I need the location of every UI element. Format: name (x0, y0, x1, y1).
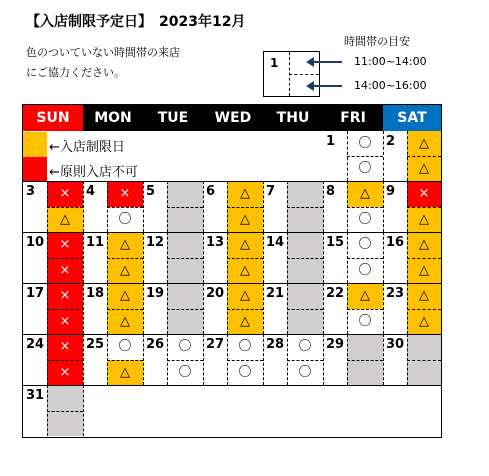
slot-divider (107, 258, 143, 259)
day-divider (83, 385, 84, 436)
day-number: 15 (326, 235, 345, 250)
week-separator (23, 283, 441, 284)
time-slot-1 (107, 283, 143, 309)
time-slot-2 (407, 258, 441, 284)
day-divider (441, 283, 442, 334)
time-slot-2 (287, 207, 323, 233)
status-mark-closed: × (59, 364, 71, 380)
calendar-day-cell (143, 283, 203, 334)
calendar-day-cell (323, 334, 383, 385)
time-slot-2 (347, 207, 383, 233)
weekday-wed: WED (203, 105, 263, 131)
time-slot-2 (287, 258, 323, 284)
slot-divider (227, 207, 263, 208)
time-slot-2 (47, 309, 83, 335)
calendar-day-cell (323, 283, 383, 334)
calendar-day-cell (383, 131, 441, 181)
status-mark-closed: × (59, 262, 71, 278)
note-line-2: にご協力ください。 (26, 66, 125, 79)
time-slot-2 (47, 207, 83, 233)
status-mark-ok: 〇 (358, 161, 372, 176)
slot-divider (407, 360, 441, 361)
weekday-thu: THU (263, 105, 323, 131)
day-number: 29 (326, 337, 345, 352)
day-number: 9 (386, 184, 396, 199)
day-number: 23 (386, 286, 405, 301)
status-mark-ok: 〇 (358, 313, 372, 329)
time-slot-1 (167, 334, 203, 360)
slot-divider (287, 360, 323, 361)
status-mark-restricted: △ (360, 186, 370, 201)
time-slot-2 (407, 156, 441, 181)
status-mark-closed: × (59, 339, 71, 354)
day-number: 31 (26, 388, 45, 403)
day-number: 30 (386, 337, 405, 352)
day-number: 13 (206, 235, 225, 250)
time-slot-2 (347, 360, 383, 386)
time-slot-1 (407, 334, 441, 360)
note-line-1: 色のついていない時間帯の来店 (26, 46, 180, 59)
status-mark-restricted: △ (120, 262, 130, 278)
time-slot-1 (227, 334, 263, 360)
left-arrow-icon (312, 61, 342, 63)
calendar-day-cell (143, 232, 203, 283)
day-divider (441, 181, 442, 232)
status-mark-restricted: △ (419, 237, 429, 252)
status-mark-restricted: △ (240, 237, 250, 252)
week-separator (23, 181, 441, 182)
time-slot-1 (107, 181, 143, 207)
status-mark-ok: 〇 (118, 211, 132, 227)
calendar-day-cell (383, 283, 441, 334)
time-slot-1 (47, 283, 83, 309)
day-number: 5 (146, 184, 156, 199)
calendar-day-cell (263, 334, 323, 385)
day-number: 2 (386, 134, 396, 149)
day-number: 1 (326, 134, 336, 149)
status-mark-restricted: △ (120, 288, 130, 303)
key-restricted-label: ←入店制限日 (49, 140, 125, 155)
legend-slot1-time: 11:00~14:00 (354, 55, 427, 68)
status-mark-restricted: △ (120, 313, 130, 329)
calendar-day-cell (323, 181, 383, 232)
time-slot-2 (347, 258, 383, 284)
time-slot-1 (227, 181, 263, 207)
slot-divider (47, 309, 83, 310)
time-slot-1 (407, 181, 441, 207)
weekday-sat: SAT (383, 105, 441, 131)
status-mark-restricted: △ (240, 186, 250, 201)
time-slot-2 (107, 207, 143, 233)
time-slot-1 (167, 232, 203, 258)
calendar-day-cell (323, 131, 383, 181)
day-number: 26 (146, 337, 165, 352)
time-slot-1 (167, 181, 203, 207)
calendar-day-cell (383, 181, 441, 232)
time-slot-2 (227, 258, 263, 284)
time-slot-2 (227, 309, 263, 335)
calendar-day-cell (143, 181, 203, 232)
status-mark-restricted: △ (419, 313, 429, 329)
calendar-day-cell (83, 232, 143, 283)
status-mark-restricted: △ (419, 262, 429, 278)
calendar-day-cell (263, 181, 323, 232)
calendar-day-cell (143, 334, 203, 385)
calendar-day-cell (263, 283, 323, 334)
slot-divider (107, 360, 143, 361)
slot-divider (227, 309, 263, 310)
week-separator (23, 334, 441, 335)
status-mark-closed: × (59, 237, 71, 252)
time-slot-2 (227, 207, 263, 233)
slot-divider (407, 309, 441, 310)
status-mark-restricted: △ (240, 288, 250, 303)
legend-title: 時間帯の目安 (344, 35, 410, 48)
time-slot-2 (107, 309, 143, 335)
time-slot-1 (407, 232, 441, 258)
slot-divider (287, 258, 323, 259)
time-slot-1 (287, 181, 323, 207)
time-slot-1 (227, 232, 263, 258)
time-slot-1 (407, 131, 441, 156)
slot-divider (47, 207, 83, 208)
time-slot-1 (47, 385, 83, 411)
slot-divider (107, 207, 143, 208)
calendar-day-cell (83, 334, 143, 385)
day-divider (441, 232, 442, 283)
status-mark-ok: 〇 (298, 364, 312, 380)
status-mark-restricted: △ (120, 364, 130, 380)
day-number: 18 (86, 286, 105, 301)
slot-divider (47, 360, 83, 361)
day-number: 25 (86, 337, 105, 352)
day-number: 16 (386, 235, 405, 250)
time-slot-2 (407, 207, 441, 233)
time-slot-1 (47, 181, 83, 207)
time-slot-1 (287, 334, 323, 360)
slot-divider (107, 309, 143, 310)
key-closed-label: ←原則入店不可 (49, 165, 138, 180)
time-slot-2 (167, 309, 203, 335)
key-closed-swatch (23, 157, 47, 182)
day-number: 6 (206, 184, 216, 199)
day-number: 20 (206, 286, 225, 301)
calendar-day-cell (323, 232, 383, 283)
time-slot-2 (287, 360, 323, 386)
status-mark-restricted: △ (240, 313, 250, 329)
calendar-day-cell (23, 385, 83, 436)
time-slot-1 (347, 131, 383, 156)
day-number: 7 (266, 184, 276, 199)
day-number: 8 (326, 184, 336, 199)
day-number: 19 (146, 286, 165, 301)
status-mark-restricted: △ (120, 237, 130, 252)
legend-divider-horizontal (289, 74, 319, 75)
slot-divider (227, 360, 263, 361)
left-arrow-icon (312, 85, 342, 87)
slot-divider (347, 156, 383, 157)
weekday-fri: FRI (323, 105, 383, 131)
week-separator (23, 385, 441, 386)
slot-divider (227, 258, 263, 259)
time-slot-1 (287, 232, 323, 258)
weekday-tue: TUE (143, 105, 203, 131)
status-mark-closed: × (59, 288, 71, 303)
slot-divider (287, 207, 323, 208)
slot-divider (347, 207, 383, 208)
status-mark-restricted: △ (419, 161, 429, 176)
legend-sample-day: 1 (270, 56, 279, 70)
day-number: 11 (86, 235, 105, 250)
weekday-sun: SUN (23, 105, 83, 131)
slot-divider (287, 309, 323, 310)
slot-divider (167, 309, 203, 310)
status-mark-closed: × (119, 186, 131, 201)
slot-divider (347, 309, 383, 310)
status-mark-restricted: △ (419, 211, 429, 227)
slot-divider (407, 207, 441, 208)
time-slot-2 (227, 360, 263, 386)
status-mark-restricted: △ (419, 288, 429, 303)
status-mark-restricted: △ (240, 211, 250, 227)
time-slot-2 (407, 360, 441, 386)
status-mark-restricted: △ (360, 288, 370, 303)
time-slot-1 (407, 283, 441, 309)
status-mark-ok: 〇 (238, 339, 252, 354)
day-number: 12 (146, 235, 165, 250)
calendar-day-cell (263, 232, 323, 283)
status-mark-ok: 〇 (238, 364, 252, 380)
time-slot-2 (167, 258, 203, 284)
status-mark-ok: 〇 (358, 136, 372, 151)
key-restricted-swatch (23, 132, 47, 157)
slot-divider (167, 207, 203, 208)
day-number: 22 (326, 286, 345, 301)
weekday-mon: MON (83, 105, 143, 131)
slot-divider (347, 258, 383, 259)
legend-slot2-time: 14:00~16:00 (354, 79, 427, 92)
day-divider (441, 131, 442, 181)
status-mark-closed: × (59, 313, 71, 329)
time-slot-1 (47, 232, 83, 258)
status-mark-restricted: △ (419, 136, 429, 151)
calendar-day-cell (383, 334, 441, 385)
calendar-day-cell (203, 283, 263, 334)
time-slot-2 (107, 360, 143, 386)
time-slot-2 (47, 411, 83, 437)
calendar-day-cell (23, 283, 83, 334)
calendar-day-cell (23, 181, 83, 232)
week-separator (23, 232, 441, 233)
slot-divider (47, 258, 83, 259)
day-number: 3 (26, 184, 36, 199)
day-number: 10 (26, 235, 45, 250)
calendar-day-cell (383, 232, 441, 283)
time-slot-2 (347, 309, 383, 335)
status-mark-restricted: △ (240, 262, 250, 278)
time-slot-2 (47, 360, 83, 386)
calendar-day-cell (83, 283, 143, 334)
time-slot-2 (287, 309, 323, 335)
day-number: 28 (266, 337, 285, 352)
calendar-day-cell (23, 232, 83, 283)
time-slot-2 (407, 309, 441, 335)
slot-divider (167, 360, 203, 361)
time-slot-1 (347, 283, 383, 309)
time-slot-1 (107, 232, 143, 258)
day-number: 17 (26, 286, 45, 301)
calendar-grid (22, 104, 442, 438)
slot-divider (347, 360, 383, 361)
status-mark-ok: 〇 (178, 364, 192, 380)
day-number: 4 (86, 184, 96, 199)
status-mark-restricted: △ (60, 211, 70, 227)
time-slot-1 (347, 334, 383, 360)
time-slot-1 (347, 232, 383, 258)
time-slot-2 (167, 207, 203, 233)
page-title: 【入店制限予定日】 2023年12月 (26, 14, 246, 30)
status-mark-ok: 〇 (118, 339, 132, 354)
day-number: 14 (266, 235, 285, 250)
status-mark-ok: 〇 (358, 237, 372, 252)
slot-divider (167, 258, 203, 259)
calendar-day-cell (203, 334, 263, 385)
time-slot-1 (347, 181, 383, 207)
slot-divider (407, 156, 441, 157)
time-slot-2 (107, 258, 143, 284)
status-mark-ok: 〇 (358, 262, 372, 278)
time-slot-1 (107, 334, 143, 360)
calendar-day-cell (203, 181, 263, 232)
time-slot-2 (167, 360, 203, 386)
time-slot-2 (47, 258, 83, 284)
day-divider (441, 334, 442, 385)
slot-divider (47, 411, 83, 412)
calendar-day-cell (203, 232, 263, 283)
day-number: 21 (266, 286, 285, 301)
time-slot-1 (227, 283, 263, 309)
time-slot-2 (347, 156, 383, 181)
time-slot-1 (167, 283, 203, 309)
time-slot-1 (47, 334, 83, 360)
day-number: 27 (206, 337, 225, 352)
status-mark-closed: × (418, 186, 430, 201)
calendar-day-cell (83, 181, 143, 232)
status-mark-closed: × (59, 186, 71, 201)
calendar-day-cell (23, 334, 83, 385)
status-mark-ok: 〇 (358, 211, 372, 227)
time-slot-1 (287, 283, 323, 309)
status-mark-ok: 〇 (178, 339, 192, 354)
day-number: 24 (26, 337, 45, 352)
slot-divider (407, 258, 441, 259)
status-mark-ok: 〇 (298, 339, 312, 354)
